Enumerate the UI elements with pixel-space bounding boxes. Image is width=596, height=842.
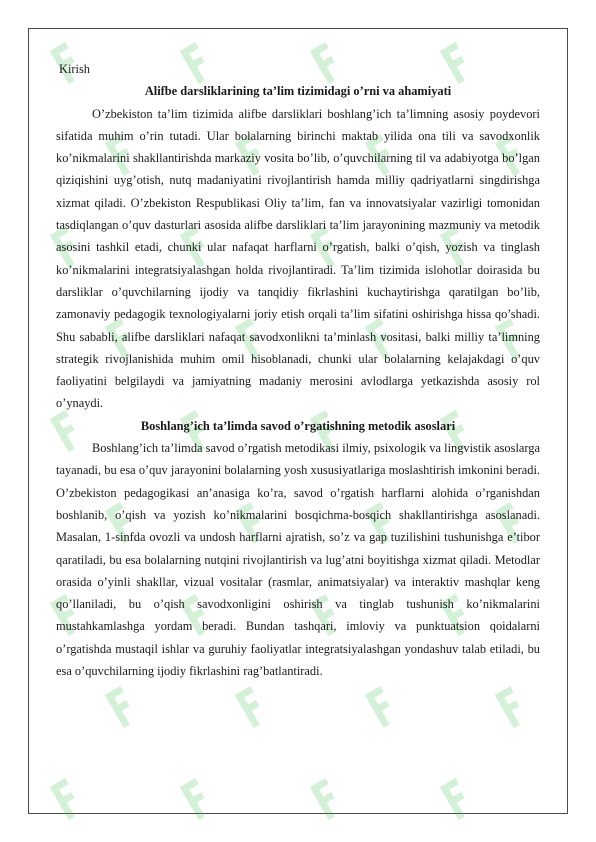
paragraph-metodik: Boshlang’ich ta’limda savod o’rgatish metodikasi ilmiy, psixologik va lingvistik asoslarga tayanadi, bu esa o’quv jarayonini bolalarning yosh xususiyatlariga moslashtirish imkonini beradi. O’zbekiston pedagogikasi an’anasiga ko’ra, savod o’rgatish harflarni alohida o’rganishdan boshlanib, o’qish va yozish ko’nikmalarini bosqichma-bosqich shakllantirishga asoslanadi. Masalan, 1-sinfda ovozli va undosh harflarni ajratish, so’z va gap tuzilishini tushunishga e’tibor qaratiladi, bu esa bolalarning nutqini rivojlantirish va lug’atni boyitishga xizmat qiladi. Metodlar orasida o’yinli shakllar, vizual vositalar (rasmlar, animatsiyalar) va interaktiv mashqlar keng qo’llaniladi, bu o’qish savodxonligini oshirish va tinglab tushunish ko’nikmalarini mustahkamlashga yordam beradi. Bundan tashqari, imloviy va punktuatsion qoidalarni o’rgatishda mustaqil ishlar va guruhiy faoliyatlar integratsiyalashgan yondashuv talab etiladi, bu esa o’quvchilarning ijodiy fikrlashini rag’batlantiradi. xyxy=(56,441,540,679)
intro-label: Kirish xyxy=(59,62,90,76)
document-body xyxy=(56,58,540,682)
section-heading-alifbe: Alifbe darsliklarining ta’lim tizimidagi o’rni va ahamiyati xyxy=(144,84,452,99)
paragraph-alifbe: O’zbekiston ta’lim tizimida alifbe darsliklari boshlang’ich ta’limning asosiy poydevori sifatida muhim o’rin tutadi. Ular bolalarning birinchi maktab yilida ona tili va savodxonlik ko’nikmalarini shakllantirishda markaziy vosita bo’lib, o’quvchilarning til va adabiyotga bo’lgan qiziqishini uyg’otish, nutq madaniyatini rivojlantirish hamda milliy qadriyatlarni singdirishga xizmat qiladi. O’zbekiston Respublikasi Oliy ta’lim, fan va innovatsiyalar vazirligi tomonidan tasdiqlangan o’quv dasturlari asosida alifbe darsliklari ta’lim jarayonining mazmuniy va metodik asosini tashkil etadi, chunki ular nafaqat harflarni o’rgatish, balki o’qish, yozish va tinglash ko’nikmalarini integratsiyalashgan holda rivojlantiradi. Ta’lim tizimida islohotlar doirasida bu darsliklar o’quvchilarning ijodiy va tanqidiy fikrlashini kuchaytirishga qaratilgan bo’lib, zamonaviy pedagogik texnologiyalarni joriy etish orqali ta’lim sifatini oshirishga hissa qo’shadi. Shu sababli, alifbe darsliklari nafaqat savodxonlikni ta’minlash vositasi, balki milliy ta’limning strategik rivojlanishida muhim omil hisoblanadi, chunki ular bolalarning kelajakdagi o’quv faoliyatini belgilaydi va jamiyatning madaniy merosini avlodlarga yetkazishda asosiy rol o’ynaydi. xyxy=(56,106,540,411)
section-heading-metodik: Boshlang’ich ta’limda savod o’rgatishning metodik asoslari xyxy=(140,418,456,433)
